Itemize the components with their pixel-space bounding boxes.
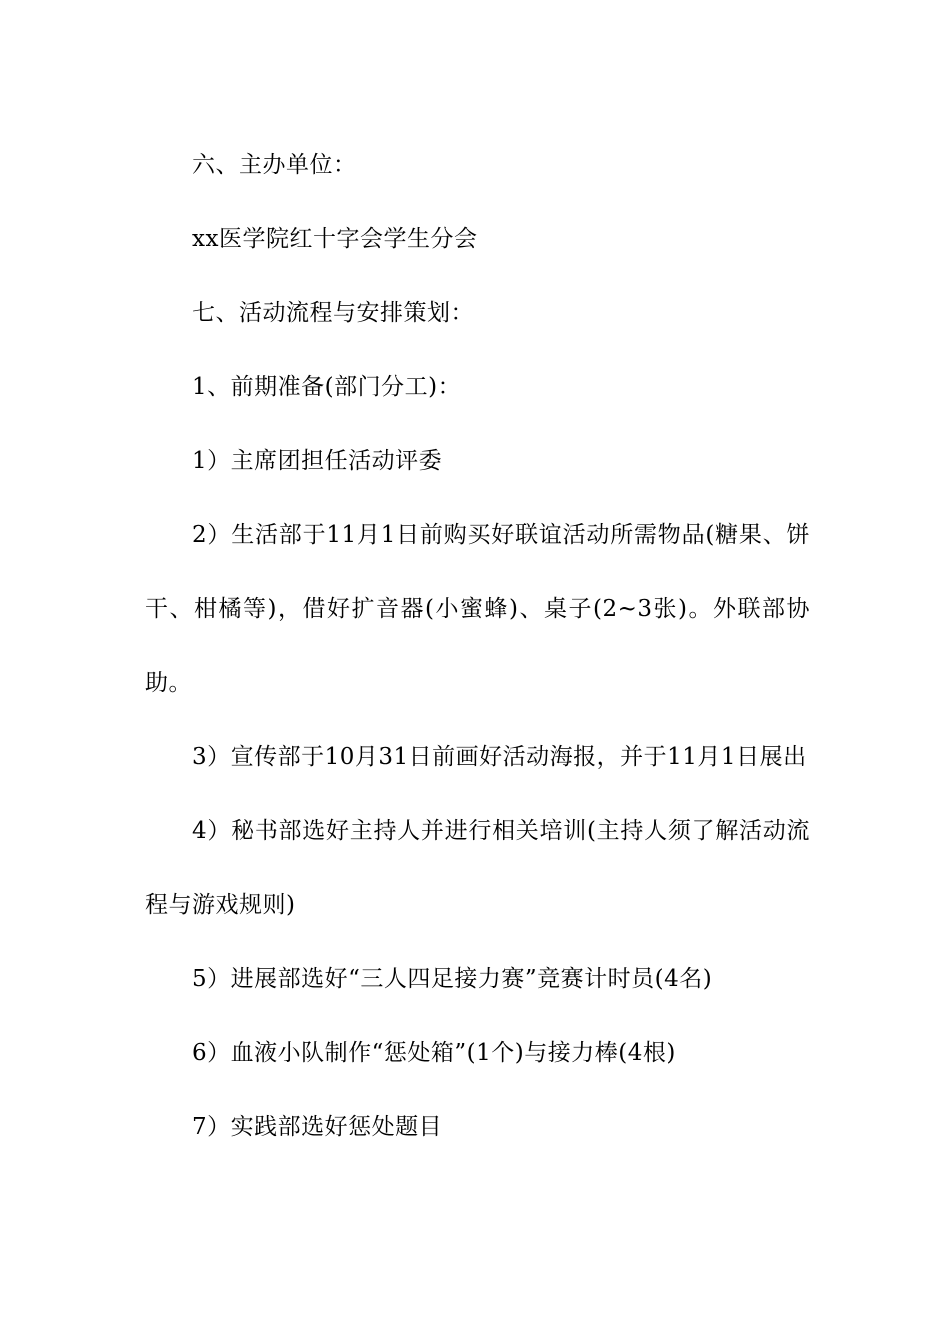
list-item: 5）进展部选好“三人四足接力赛”竞赛计时员(4名)	[192, 966, 713, 992]
list-item: 4）秘书部选好主持人并进行相关培训(主持人须了解活动流程与游戏规则)	[145, 818, 810, 918]
organizer-name: xx医学院红十字会学生分会	[192, 226, 478, 252]
subsection-heading-preparation: 1、前期准备(部门分工)：	[192, 374, 462, 400]
section-heading-process: 七、活动流程与安排策划：	[192, 300, 474, 326]
list-item: 7）实践部选好惩处题目	[192, 1114, 443, 1140]
list-item: 6）血液小队制作“惩处箱”(1个)与接力棒(4根)	[192, 1040, 676, 1066]
list-item: 1）主席团担任活动评委	[192, 448, 443, 474]
list-item: 2）生活部于11月1日前购买好联谊活动所需物品(糖果、饼干、柑橘等)，借好扩音器(小蜜蜂)、桌子(2~3张)。外联部协助。	[145, 522, 810, 696]
document-body	[145, 128, 810, 1164]
section-heading-organizer: 六、主办单位：	[192, 152, 357, 178]
list-item: 3）宣传部于10月31日前画好活动海报，并于11月1日展出	[192, 744, 807, 770]
